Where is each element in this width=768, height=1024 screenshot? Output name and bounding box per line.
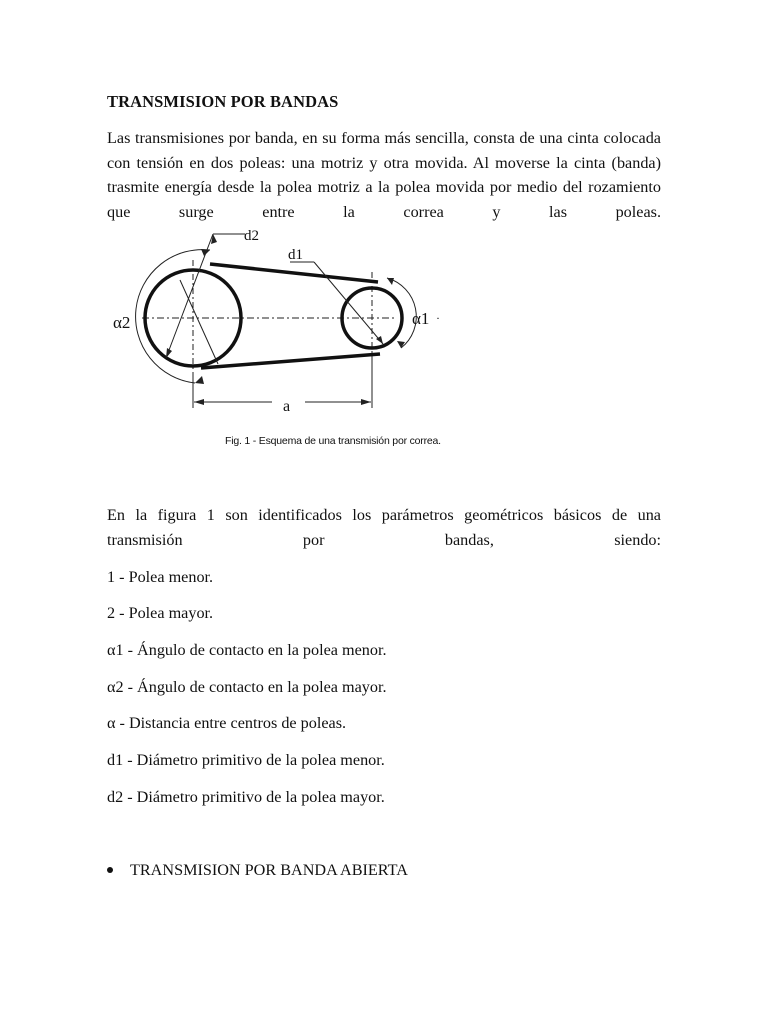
belt-bottom-span [201, 354, 380, 368]
d2-diameter-line [166, 234, 213, 358]
bullet-icon [107, 867, 113, 873]
definition-item: α1 - Ángulo de contacto en la polea menor. [107, 641, 387, 659]
definition-item: α - Distancia entre centros de poleas. [107, 714, 347, 732]
label-d2: d2 [244, 228, 259, 244]
definition-item: d1 - Diámetro primitivo de la polea menor. [107, 751, 385, 769]
d2-dimension-line [180, 280, 218, 364]
label-a: a [283, 398, 291, 415]
section-title: TRANSMISION POR BANDAS [107, 92, 339, 111]
definition-item: d2 - Diámetro primitivo de la polea mayor. [107, 788, 385, 806]
definition-item: 2 - Polea mayor. [107, 604, 214, 622]
d1-diameter-line [314, 262, 383, 344]
label-alpha2: α2 [113, 313, 131, 332]
alpha1-trailing-dot: · [436, 311, 440, 325]
figure-caption: Fig. 1 - Esquema de una transmisión por correa. [225, 435, 441, 447]
label-d1: d1 [288, 247, 303, 263]
definition-item: α2 - Ángulo de contacto en la polea mayor. [107, 678, 387, 696]
label-alpha1: α1 [412, 309, 430, 328]
intro-paragraph: Las transmisiones por banda, en su forma más sencilla, consta de una cinta colocada con tensión en dos poleas: una motriz y otra movida. Al moverse la cinta (banda) trasmite energía desde la polea motriz a la polea movida por medio del rozamiento que surge entre la correa y las poleas. [107, 129, 661, 221]
belt-top-span [210, 264, 378, 282]
bullet-text: TRANSMISION POR BANDA ABIERTA [130, 861, 408, 879]
description-paragraph: En la figura 1 son identificados los parámetros geométricos básicos de una transmisión por bandas, siendo: [107, 506, 661, 549]
definition-item: 1 - Polea menor. [107, 568, 214, 586]
belt-drive-diagram [100, 222, 460, 417]
bullet-list-item [107, 859, 408, 881]
